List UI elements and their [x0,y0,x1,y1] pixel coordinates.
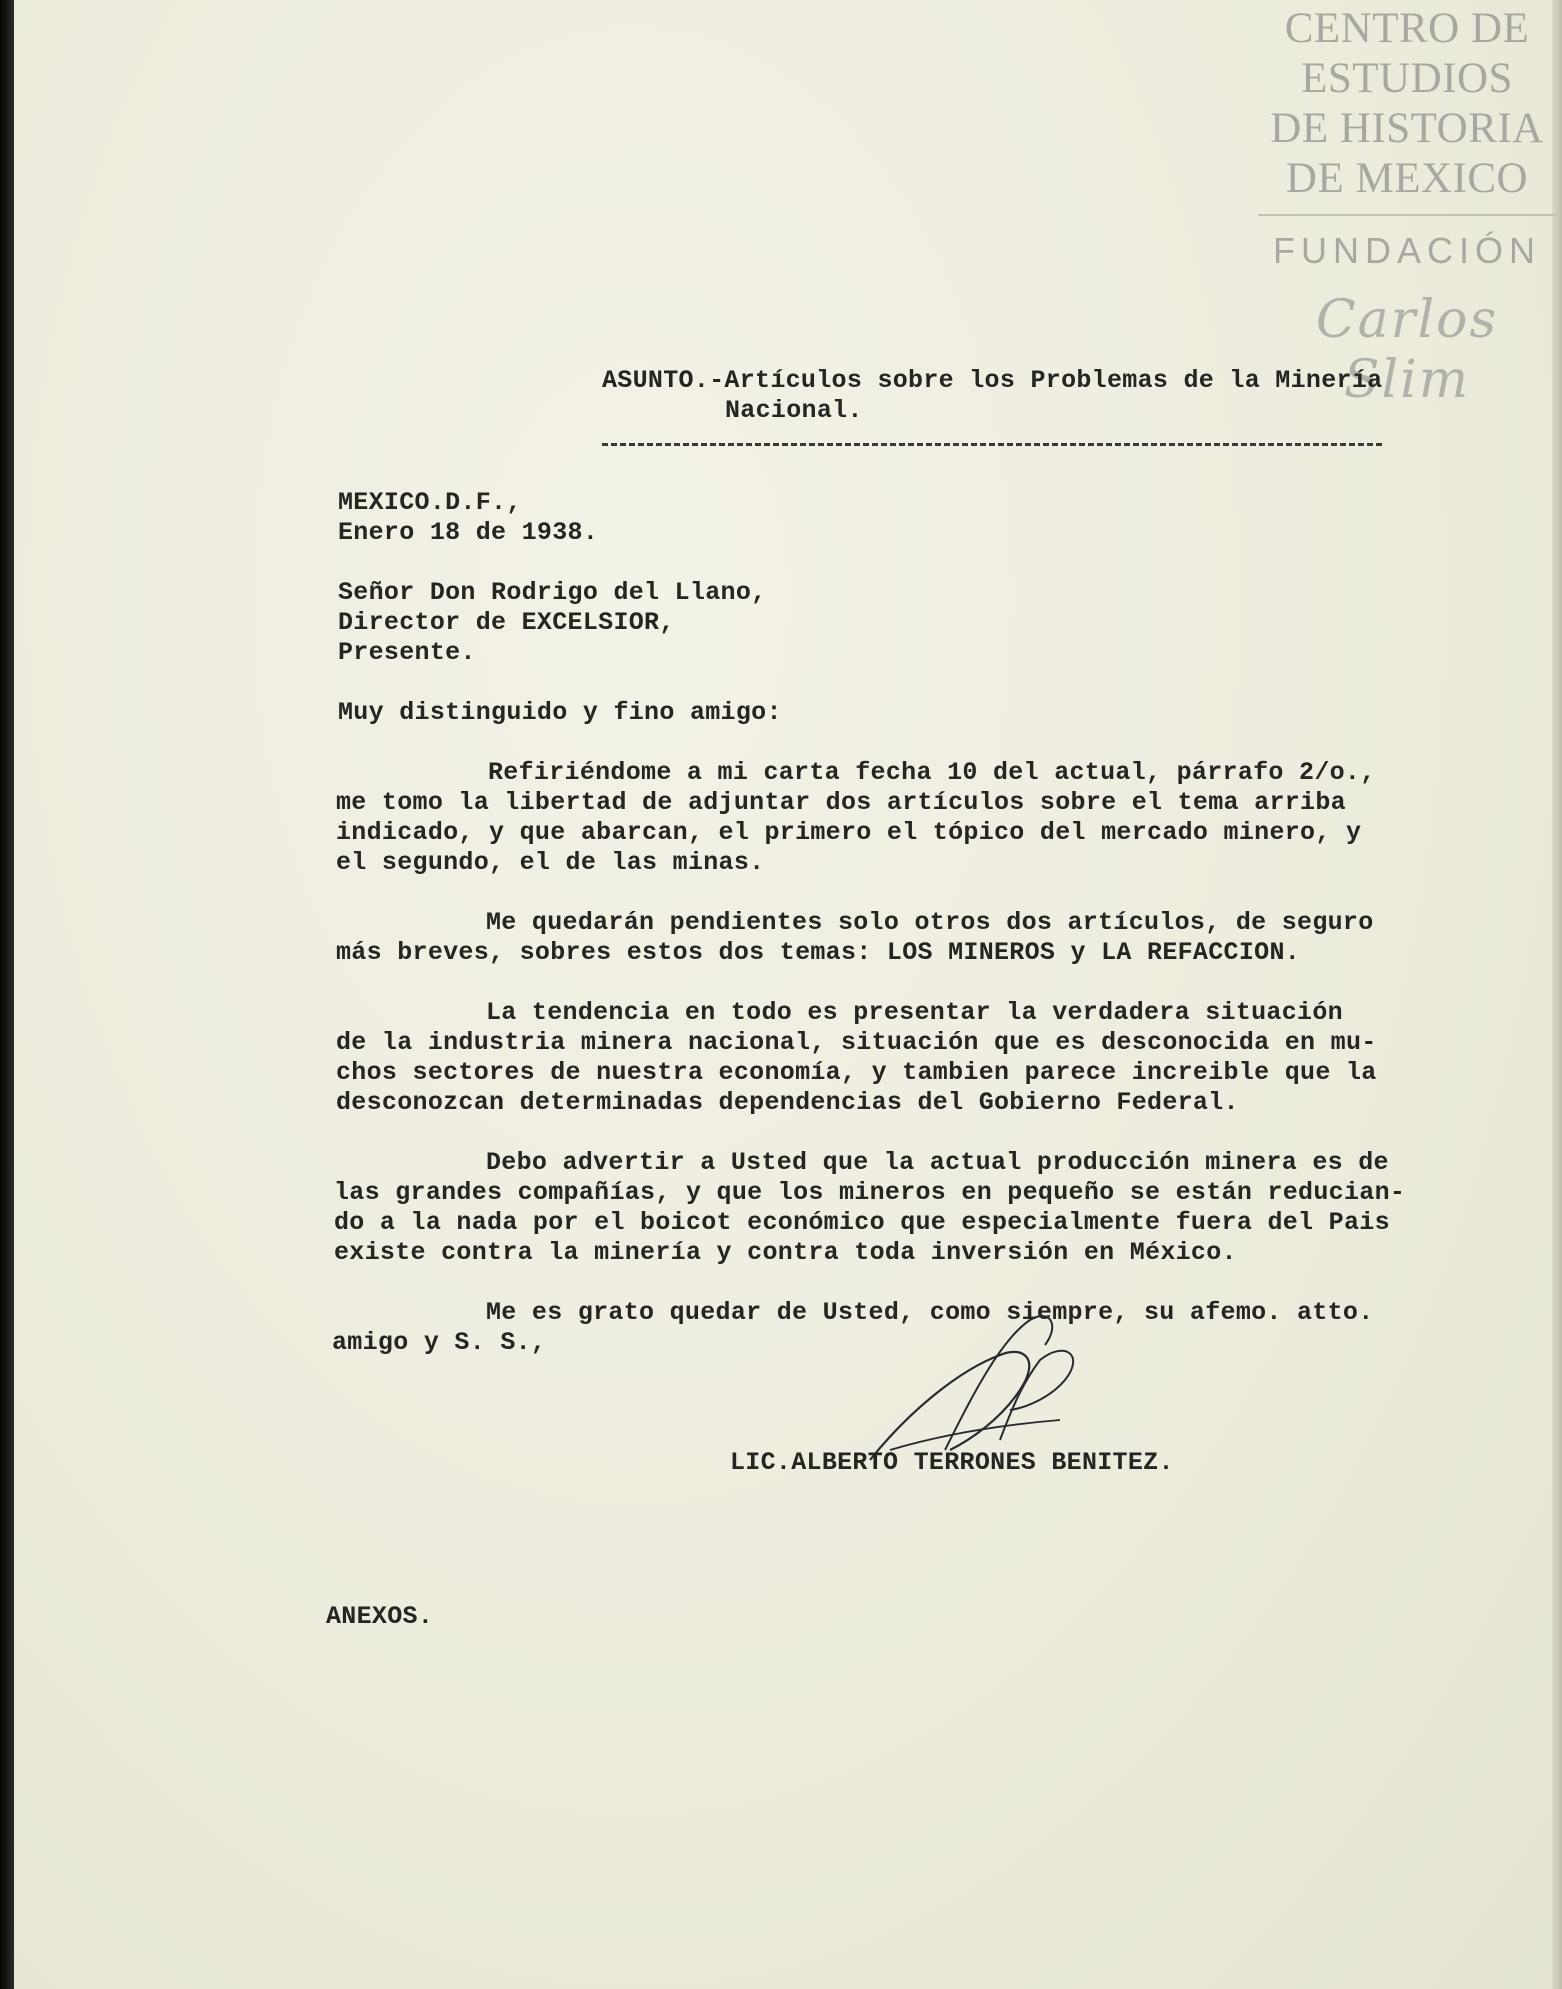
body-line: chos sectores de nuestra economía, y tambien parece increible que la [336,1058,1377,1087]
signer-name: LIC.ALBERTO TERRONES BENITEZ. [730,1448,1174,1477]
body-line: de la industria minera nacional, situación que es desconocida en mu- [336,1028,1377,1057]
body-line: Me quedarán pendientes solo otros dos artículos, de seguro [486,908,1374,937]
stamp-line: CENTRO DE [1284,5,1530,52]
body-line: desconozcan determinadas dependencias del Gobierno Federal. [336,1088,1239,1117]
body-line: Refiriéndome a mi carta fecha 10 del actual, párrafo 2/o., [488,758,1376,787]
body-line: más breves, sobres estos dos temas: LOS MINEROS y LA REFACCION. [336,938,1301,967]
body-line: el segundo, el de las minas. [336,848,765,877]
stamp-foundation: FUNDACIÓN [1273,230,1541,271]
place: MEXICO.D.F., [338,488,522,517]
stamp-line: ESTUDIOS [1301,55,1513,102]
annex: ANEXOS. [326,1602,434,1631]
stamp-line: DE HISTORIA [1270,105,1544,152]
recipient-name: Señor Don Rodrigo del Llano, [338,578,767,607]
body-line: Debo advertir a Usted que la actual producción minera es de [486,1148,1389,1177]
salutation: Muy distinguido y fino amigo: [338,698,782,727]
body-line: me tomo la libertad de adjuntar dos artículos sobre el tema arriba [336,788,1346,817]
body-line: do a la nada por el boicot económico que especialmente fuera del Pais [334,1208,1390,1237]
date: Enero 18 de 1938. [338,518,599,547]
stamp-divider [1258,214,1556,216]
closing-line: amigo y S. S., [332,1328,547,1357]
subject-line-1: ASUNTO.-Artículos sobre los Problemas de la Minería [602,366,1383,395]
recipient-presente: Presente. [338,638,476,667]
subject-underline [602,443,1382,446]
body-line: las grandes compañías, y que los mineros en pequeño se están reducian- [334,1178,1406,1207]
scan-left-edge [0,0,14,1989]
body-line: La tendencia en todo es presentar la verdadera situación [486,998,1343,1027]
subject-line-2: Nacional. [725,396,863,425]
body-line: indicado, y que abarcan, el primero el tópico del mercado minero, y [336,818,1362,847]
stamp-line: DE MEXICO [1285,155,1529,202]
archive-stamp [1252,4,1562,410]
body-line: existe contra la minería y contra toda inversión en México. [334,1238,1237,1267]
closing-line: Me es grato quedar de Usted, como siempre, su afemo. atto. [486,1298,1374,1327]
stamp-signature: Carlos Slim [1315,290,1499,410]
recipient-title: Director de EXCELSIOR, [338,608,675,637]
